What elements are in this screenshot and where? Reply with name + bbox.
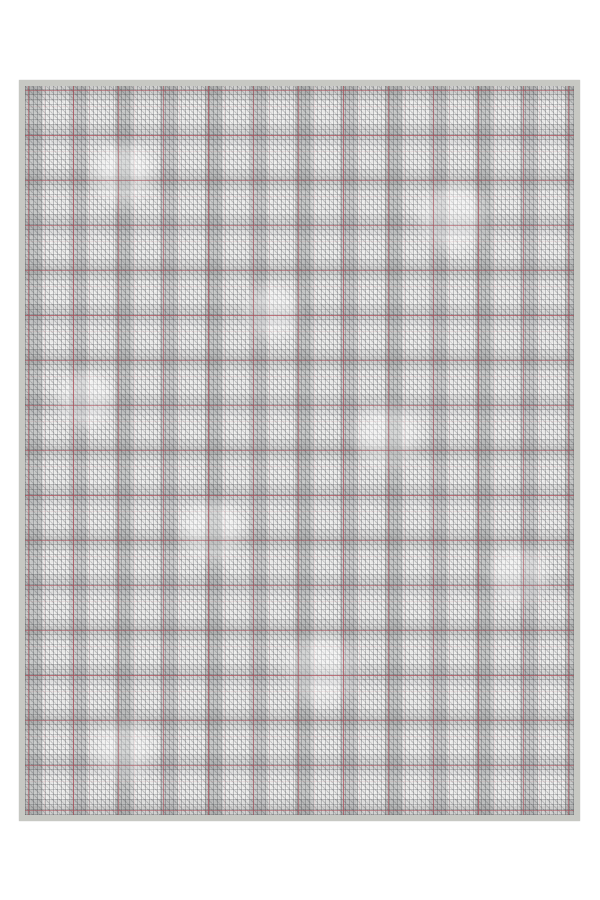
grey-horizontal-band [25,266,574,281]
plaid-rug [25,86,574,815]
grey-horizontal-band [25,581,574,596]
grey-horizontal-band [25,626,574,641]
grey-vertical-band [475,86,491,815]
grey-horizontal-band [25,536,574,551]
grey-vertical-band [340,86,356,815]
vertical-red-stripes [29,86,575,815]
grey-horizontal-band [25,671,574,686]
grey-horizontal-band [25,761,574,776]
grey-vertical-band [70,86,86,815]
grey-vertical-band [205,86,221,815]
grey-horizontal-band [25,221,574,236]
grey-horizontal-band [25,131,574,146]
plaid-line-overlay [25,86,574,815]
grey-horizontal-band [25,311,574,326]
grey-vertical-band [565,86,574,815]
grey-vertical-band [430,86,446,815]
grey-horizontal-band [25,356,574,371]
grey-horizontal-band [25,401,574,416]
grey-vertical-band [295,86,311,815]
horizontal-red-stripes [25,91,574,816]
grey-horizontal-band [25,446,574,461]
grey-vertical-band [385,86,401,815]
grey-vertical-band [25,86,41,815]
grey-vertical-band [115,86,131,815]
grey-horizontal-band [25,491,574,506]
grey-horizontal-band [25,806,574,815]
grey-horizontal-band [25,86,574,101]
grey-horizontal-band [25,176,574,191]
grey-vertical-band [250,86,266,815]
grey-vertical-band [160,86,176,815]
grey-vertical-band [520,86,536,815]
grey-pane-shadows [25,86,574,815]
grey-horizontal-band [25,716,574,731]
